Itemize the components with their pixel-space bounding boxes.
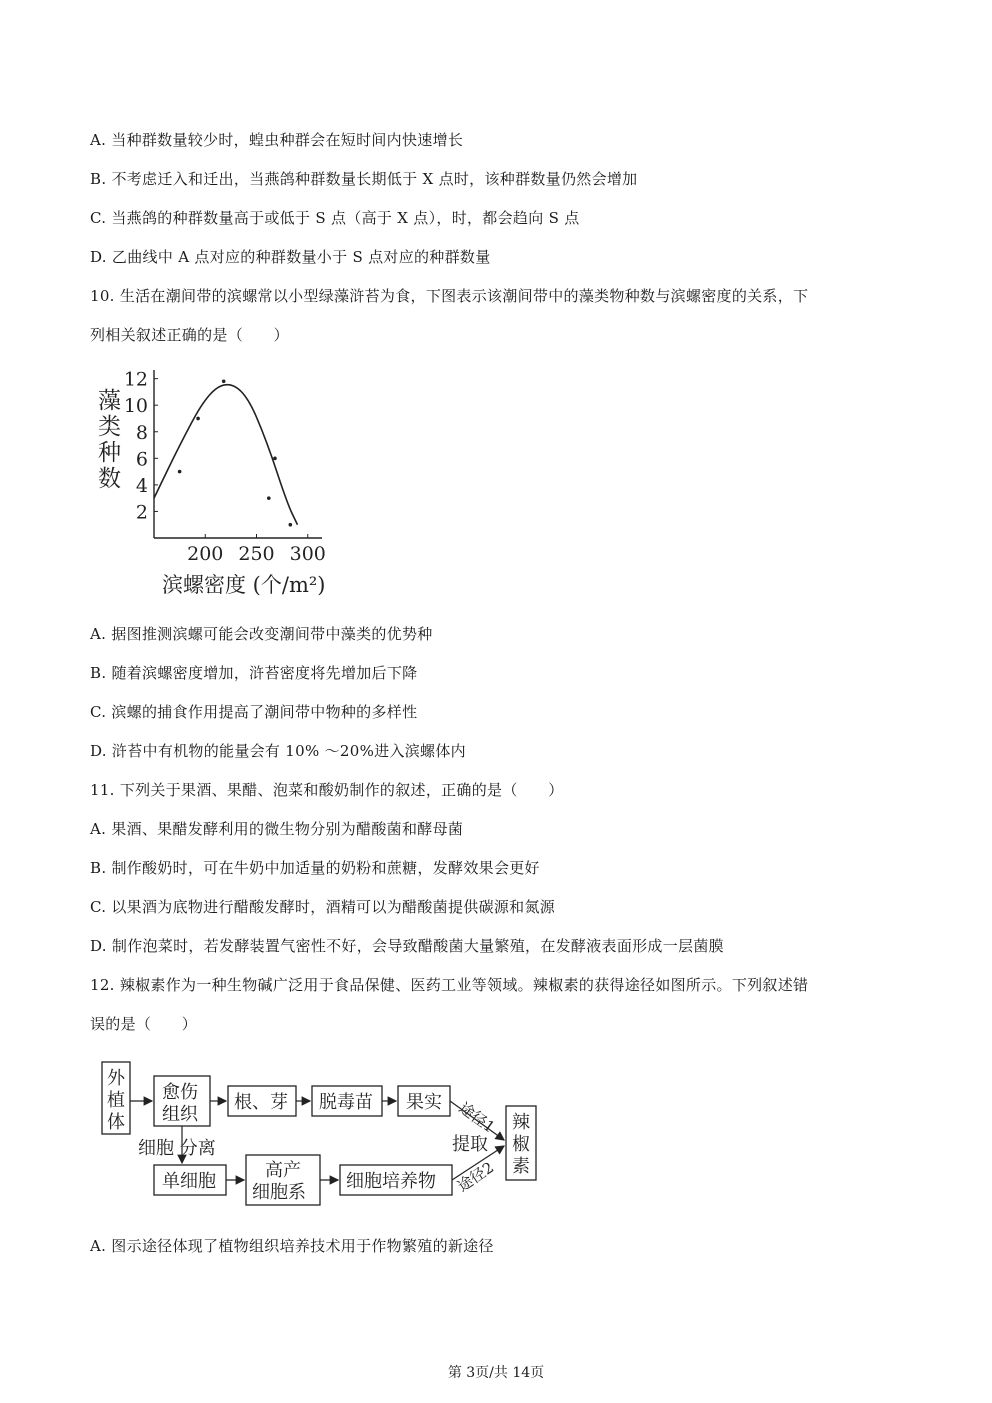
chart-ylabel (98, 388, 121, 492)
option-10b: B. 随着滨螺密度增加，浒苔密度将先增加后下降 (90, 664, 418, 682)
option-11d: D. 制作泡菜时，若发酵装置气密性不好，会导致醋酸菌大量繁殖，在发酵液表面形成一层菌膜 (90, 937, 724, 955)
data-point (267, 496, 271, 500)
ytick-label: 2 (135, 501, 148, 524)
question-10-stem: 10. 生活在潮间带的滨螺常以小型绿藻浒苔为食，下图表示该潮间带中的藻类物种数与滨螺密度的关系，下 (90, 287, 809, 305)
capsaicin-pathway-diagram (98, 1054, 543, 1214)
option-11c: C. 以果酒为底物进行醋酸发酵时，酒精可以为醋酸菌提供碳源和氮源 (90, 898, 556, 916)
option-12a: A. 图示途径体现了植物组织培养技术用于作物繁殖的新途径 (90, 1237, 494, 1255)
data-point (178, 470, 182, 474)
label-route1: 途径1 (455, 1098, 499, 1137)
option-11a: A. 果酒、果醋发酵利用的微生物分别为醋酸菌和酵母菌 (90, 820, 464, 838)
ylabel-char: 类 (98, 414, 121, 440)
label-capsaicin-3: 素 (512, 1156, 530, 1177)
data-point (196, 417, 200, 421)
option-10c: C. 滨螺的捕食作用提高了潮间带中物种的多样性 (90, 703, 418, 721)
label-virus-free: 脱毒苗 (319, 1092, 373, 1113)
label-capsaicin-2: 椒 (512, 1134, 530, 1155)
ytick-label: 4 (135, 474, 148, 497)
data-point (222, 379, 226, 383)
page-footer: 第 3页/共 14页 (447, 1365, 545, 1381)
data-point (273, 457, 277, 461)
label-single-cell: 单细胞 (162, 1171, 216, 1192)
question-11-stem: 11. 下列关于果酒、果醋、泡菜和酸奶制作的叙述，正确的是（ ） (90, 781, 564, 799)
xtick-label: 300 (289, 543, 326, 565)
label-cell-sep: 细胞 分离 (138, 1138, 216, 1159)
diagram-svg (98, 1054, 543, 1214)
chart-axes (154, 370, 322, 538)
label-capsaicin-1: 辣 (512, 1112, 530, 1133)
label-cell-culture: 细胞培养物 (346, 1171, 436, 1192)
option-10a: A. 据图推测滨螺可能会改变潮间带中藻类的优势种 (90, 625, 433, 643)
label-callus-1: 愈伤 (162, 1082, 198, 1103)
ylabel-char: 种 (98, 440, 121, 466)
label-root-bud: 根、芽 (234, 1092, 288, 1113)
ytick-label: 12 (123, 368, 148, 391)
xtick-label: 250 (238, 543, 275, 565)
option-9d: D. 乙曲线中 A 点对应的种群数量小于 S 点对应的种群数量 (90, 248, 491, 266)
question-10-stem-cont: 列相关叙述正确的是（ ） (90, 326, 289, 344)
option-10d: D. 浒苔中有机物的能量会有 10% ～20%进入滨螺体内 (90, 742, 466, 760)
label-explant-3: 体 (107, 1112, 125, 1133)
chart-points (178, 379, 292, 526)
label-high-yield-1: 高产 (265, 1160, 301, 1181)
chart-curve (154, 385, 298, 525)
option-9c: C. 当燕鸽的种群数量高于或低于 S 点（高于 X 点），时，都会趋向 S 点 (90, 209, 580, 227)
label-explant: 外 (107, 1068, 125, 1089)
question-12-stem: 12. 辣椒素作为一种生物碱广泛用于食品保健、医药工业等领域。辣椒素的获得途径如图所示。下列叙述错 (90, 976, 809, 994)
option-11b: B. 制作酸奶时，可在牛奶中加适量的奶粉和蔗糖，发酵效果会更好 (90, 859, 540, 877)
label-explant-2: 植 (107, 1090, 125, 1111)
label-extract: 提取 (452, 1134, 488, 1155)
chart-xlabel: 滨螺密度 (个/m²) (162, 573, 326, 597)
label-callus-2: 组织 (162, 1104, 198, 1125)
ytick-label: 8 (135, 421, 148, 444)
chart-svg (90, 366, 360, 606)
ytick-label: 10 (123, 395, 148, 418)
ytick-label: 6 (135, 448, 148, 471)
ylabel-char: 藻 (98, 388, 121, 414)
algae-snail-chart (90, 366, 360, 606)
option-9b: B. 不考虑迁入和迁出，当燕鸽种群数量长期低于 X 点时，该种群数量仍然会增加 (90, 170, 638, 188)
label-fruit: 果实 (406, 1092, 442, 1113)
data-point (289, 523, 293, 527)
xtick-label: 200 (187, 543, 224, 565)
question-12-stem-cont: 误的是（ ） (90, 1015, 198, 1033)
label-route2: 途径2 (454, 1158, 498, 1196)
option-9a: A. 当种群数量较少时，蝗虫种群会在短时间内快速增长 (90, 131, 464, 149)
ylabel-char: 数 (98, 466, 121, 492)
label-high-yield-2: 细胞系 (252, 1182, 306, 1203)
